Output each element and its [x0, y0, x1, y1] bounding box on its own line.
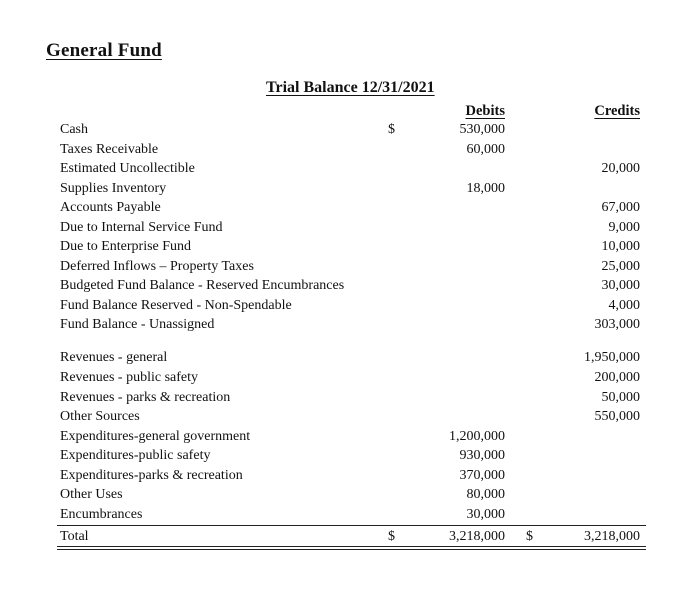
credit-value: 550,000 [594, 409, 640, 424]
credit-value: 10,000 [601, 239, 640, 254]
account-label: Cash [60, 122, 88, 137]
account-label: Other Sources [60, 409, 140, 424]
account-label: Expenditures-general government [60, 429, 251, 444]
table-row [0, 468, 700, 487]
debit-value: 30,000 [466, 507, 505, 522]
debit-value: 1,200,000 [449, 429, 505, 444]
table-row [0, 448, 700, 467]
account-label: Revenues - parks & recreation [60, 390, 231, 405]
credit-value: 30,000 [601, 278, 640, 293]
table-row [0, 487, 700, 506]
debit-value: 60,000 [466, 142, 505, 157]
credit-value: 50,000 [601, 390, 640, 405]
total-debit-value: 3,218,000 [449, 529, 505, 544]
debit-value: 80,000 [466, 487, 505, 502]
currency-sign: $ [526, 529, 533, 544]
total-label: Total [60, 529, 89, 544]
account-label: Budgeted Fund Balance - Reserved Encumbrances [60, 278, 345, 293]
credit-value: 1,950,000 [584, 350, 640, 365]
credit-value: 200,000 [594, 370, 640, 385]
account-label: Due to Enterprise Fund [60, 239, 192, 254]
debit-value: 370,000 [459, 468, 505, 483]
account-label: Expenditures-parks & recreation [60, 468, 243, 483]
debit-value: 530,000 [459, 122, 505, 137]
table-row [0, 259, 700, 278]
table-row [0, 429, 700, 448]
account-label: Fund Balance Reserved - Non-Spendable [60, 298, 292, 313]
debit-value: 18,000 [466, 181, 505, 196]
total-double-rule-2 [57, 549, 646, 550]
total-rule-top [57, 525, 646, 526]
table-row [0, 350, 700, 369]
total-credit-value: 3,218,000 [584, 529, 640, 544]
table-row [0, 122, 700, 141]
account-label: Taxes Receivable [60, 142, 159, 157]
account-label: Fund Balance - Unassigned [60, 317, 215, 332]
table-row [0, 409, 700, 428]
account-label: Other Uses [60, 487, 123, 502]
table-row [0, 370, 700, 389]
account-label: Encumbrances [60, 507, 143, 522]
table-row [0, 200, 700, 219]
table-row [0, 220, 700, 239]
credit-value: 20,000 [601, 161, 640, 176]
debits-column-header: Debits [465, 103, 505, 119]
table-row [0, 142, 700, 161]
table-row [0, 161, 700, 180]
credit-value: 303,000 [594, 317, 640, 332]
table-row [0, 390, 700, 409]
account-label: Due to Internal Service Fund [60, 220, 223, 235]
account-label: Estimated Uncollectible [60, 161, 195, 176]
debit-value: 930,000 [459, 448, 505, 463]
account-label: Revenues - general [60, 350, 168, 365]
table-row [0, 181, 700, 200]
account-label: Revenues - public safety [60, 370, 199, 385]
credit-value: 9,000 [608, 220, 640, 235]
account-label: Expenditures-public safety [60, 448, 211, 463]
credit-value: 67,000 [601, 200, 640, 215]
account-label: Accounts Payable [60, 200, 161, 215]
table-row [0, 298, 700, 317]
document-subtitle: Trial Balance 12/31/2021 [266, 79, 435, 96]
currency-sign: $ [388, 122, 395, 137]
account-label: Supplies Inventory [60, 181, 167, 196]
table-row [0, 317, 700, 336]
credit-value: 4,000 [608, 298, 640, 313]
document-title: General Fund [46, 40, 162, 61]
table-row [0, 507, 700, 526]
table-row [0, 239, 700, 258]
credits-column-header: Credits [594, 103, 640, 119]
table-row [0, 278, 700, 297]
total-double-rule-1 [57, 546, 646, 547]
account-label: Deferred Inflows – Property Taxes [60, 259, 254, 274]
currency-sign: $ [388, 529, 395, 544]
credit-value: 25,000 [601, 259, 640, 274]
